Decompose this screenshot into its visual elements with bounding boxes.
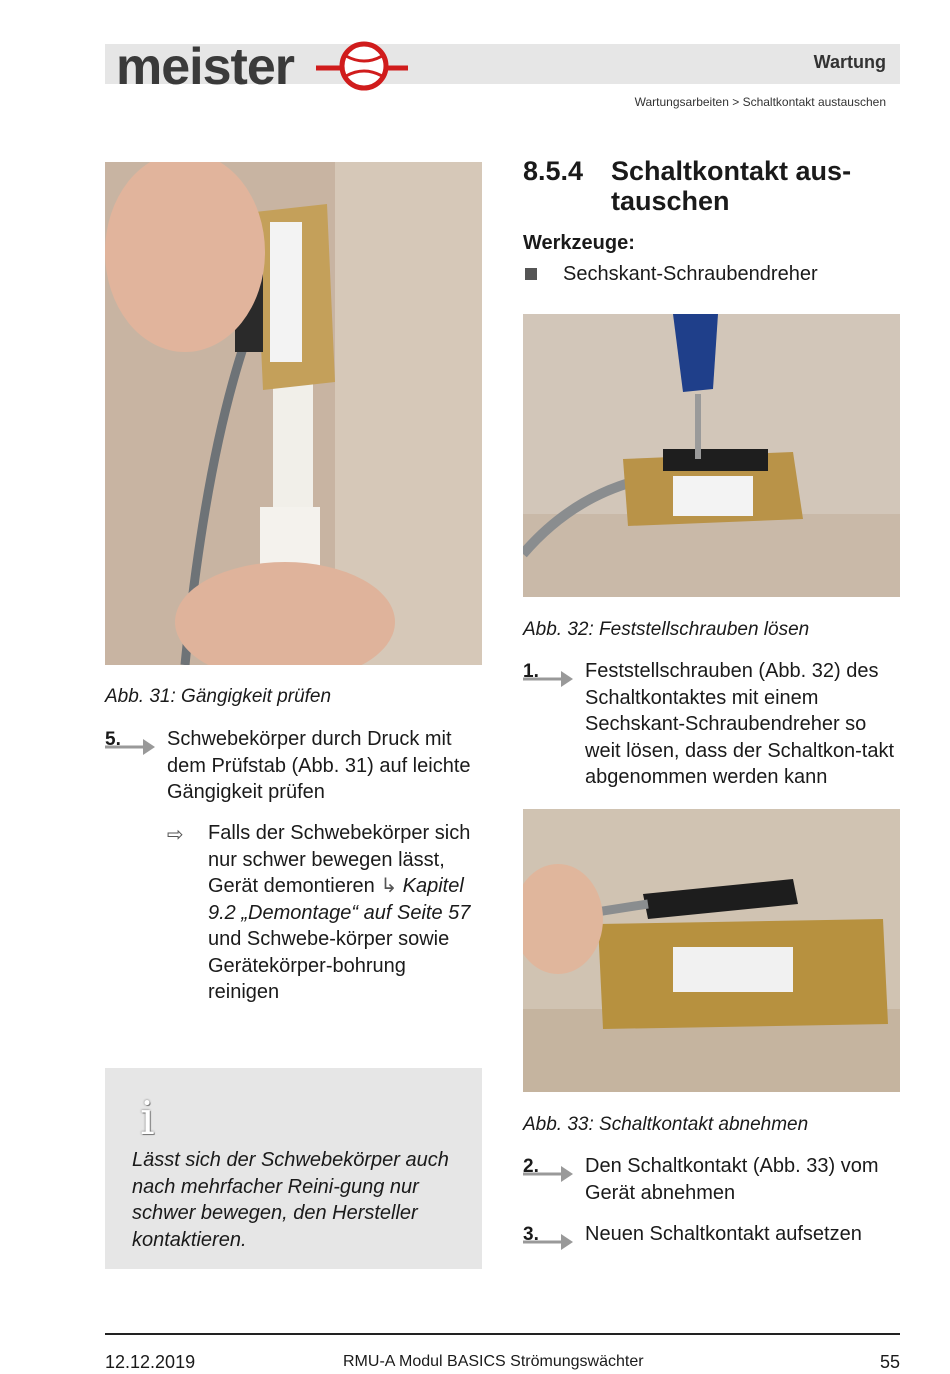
breadcrumb: Wartungsarbeiten > Schaltkontakt austauschen	[634, 95, 886, 109]
info-icon: i	[140, 1091, 155, 1145]
bullet-square-icon	[525, 268, 537, 280]
tools-label: Werkzeuge:	[523, 232, 635, 254]
step-arrow-icon	[105, 734, 155, 756]
step-text-2: Den Schaltkontakt (Abb. 33) vom Gerät abnehmen	[585, 1155, 879, 1204]
section-heading: Schaltkontakt aus-tauschen	[611, 156, 852, 216]
step-number-5: 5.	[105, 729, 121, 750]
page-number: 55	[879, 1352, 900, 1372]
step-arrow-icon	[523, 666, 573, 688]
caption-abb-33: Abb. 33: Schaltkontakt abnehmen	[523, 1114, 809, 1135]
logo-text: meister	[116, 38, 294, 96]
result-arrow-icon: ⇨	[167, 824, 184, 846]
step-text-5: Schwebekörper durch Druck mit dem Prüfstab (Abb. 31) auf leichte Gängigkeit prüfen	[167, 728, 471, 803]
result-text-2: und Schwebe-körper sowie Gerätekörper-bohrung reinigen	[208, 928, 450, 1003]
tool-item: Sechskant-Schraubendreher	[563, 263, 818, 285]
photo-schaltkontakt-abnehmen	[523, 809, 900, 1092]
footer-rule	[105, 1333, 900, 1335]
link-arrow-icon: ↳	[380, 875, 398, 897]
chapter-link[interactable]: Kapitel 9.2 „Demontage“ auf Seite 57	[208, 875, 471, 924]
step-number-2: 2.	[523, 1156, 539, 1177]
photo-gaengigkeit-pruefen	[105, 162, 482, 665]
logo-ball-icon	[316, 40, 408, 92]
step-result-5	[208, 820, 480, 1006]
section-number: 8.5.4	[523, 156, 584, 186]
caption-abb-31: Abb. 31: Gängigkeit prüfen	[105, 686, 332, 707]
footer-date: 12.12.2019	[105, 1352, 196, 1372]
step-arrow-icon	[523, 1161, 573, 1183]
step-text-3: Neuen Schaltkontakt aufsetzen	[585, 1223, 862, 1245]
step-arrow-icon	[523, 1229, 573, 1251]
step-number-1: 1.	[523, 661, 539, 682]
section-title: Wartung	[813, 52, 886, 72]
photo-feststellschrauben-loesen	[523, 314, 900, 597]
step-text-1: Feststellschrauben (Abb. 32) des Schaltkontaktes mit einem Sechskant-Schraubendreher so weit lösen, dass der Schaltkon-takt abgenommen werden kann	[585, 660, 895, 788]
info-text: Lässt sich der Schwebekörper auch nach mehrfacher Reini-gung nur schwer bewegen, den Hersteller kontaktieren.	[132, 1149, 449, 1251]
caption-abb-32: Abb. 32: Feststellschrauben lösen	[523, 619, 810, 640]
meister-logo	[116, 36, 406, 98]
result-text-1: Falls der Schwebekörper sich nur schwer bewegen lässt, Gerät demontieren	[208, 822, 471, 897]
footer-document-title: RMU-A Modul BASICS Strömungswächter	[343, 1353, 644, 1370]
step-number-3: 3.	[523, 1224, 539, 1245]
